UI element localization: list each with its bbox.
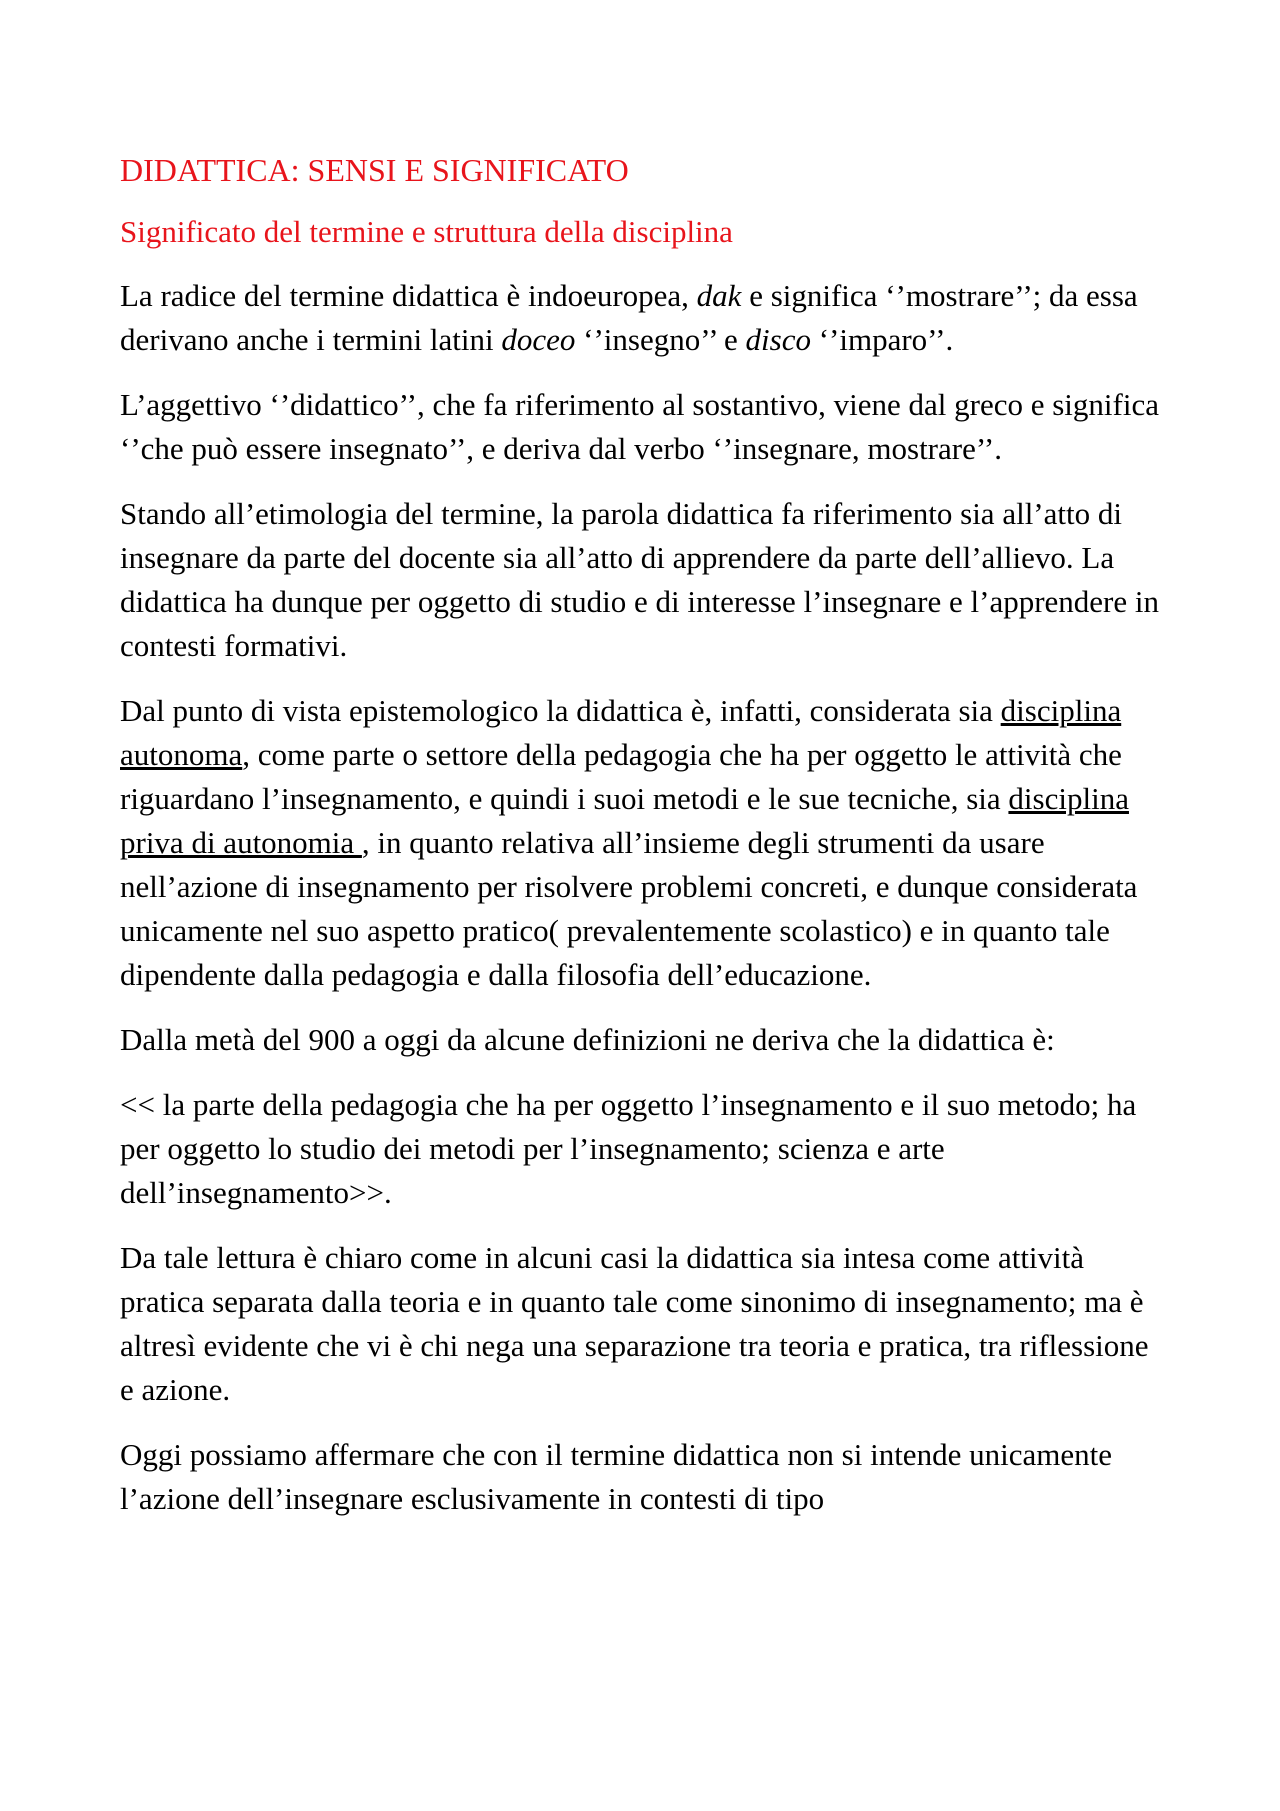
document-page (120, 150, 1170, 1542)
italic-term-doceo: doceo (501, 322, 576, 357)
document-subtitle: Significato del termine e struttura della disciplina (120, 214, 733, 249)
paragraph-etymology (120, 274, 1170, 362)
paragraph-text: Dal punto di vista epistemologico la didattica è, infatti, considerata sia (120, 693, 1001, 728)
paragraph-text: ‘’imparo’’. (810, 322, 954, 357)
paragraph-text: ‘’insegno’’ e (575, 322, 746, 357)
paragraph-adjective: L’aggettivo ‘’didattico’’, che fa riferimento al sostantivo, viene dal greco e significa ‘’che può essere insegnato’’, e deriva dal verbo ‘’insegnare, mostrare’’. (120, 387, 1159, 466)
paragraph-today: Oggi possiamo affermare che con il termine didattica non si intende unicamente l’azione dell’insegnare esclusivamente in contesti di tipo (120, 1437, 1112, 1516)
document-title: DIDATTICA: SENSI E SIGNIFICATO (120, 152, 629, 188)
paragraph-text: , come parte o settore della pedagogia che ha per oggetto le attività che riguardano l’insegnamento, e quindi i suoi metodi e le sue tecniche, sia (120, 737, 1122, 816)
paragraph-text: e significa ‘’mostrare’’; da essa derivano anche i termini latini (120, 278, 1138, 357)
paragraph-epistemology (120, 689, 1170, 997)
paragraph-definition-quote: << la parte della pedagogia che ha per oggetto l’insegnamento e il suo metodo; ha per oggetto lo studio dei metodi per l’insegnamento; scienza e arte dell’insegnamento>>. (120, 1087, 1137, 1210)
paragraph-text: , in quanto relativa all’insieme degli strumenti da usare nell’azione di insegnamento per risolvere problemi concreti, e dunque considerata unicamente nel suo aspetto pratico( prevalentemente scolastico) e in quanto tale dipendente dalla pedagogia e dalla filosofia dell’educazione. (120, 825, 1138, 992)
underlined-term-autonoma: disciplina autonoma (120, 693, 1122, 772)
paragraph-reading: Da tale lettura è chiaro come in alcuni casi la didattica sia intesa come attività pratica separata dalla teoria e in quanto tale come sinonimo di insegnamento; ma è altresì evidente che vi è chi nega una separazione tra teoria e pratica, tra riflessione e azione. (120, 1240, 1149, 1407)
paragraph-etymology-meaning: Stando all’etimologia del termine, la parola didattica fa riferimento sia all’atto di insegnare da parte del docente sia all’atto di apprendere da parte dell’allievo. La didattica ha dunque per oggetto di studio e di interesse l’insegnare e l’apprendere in contesti formativi. (120, 496, 1159, 663)
paragraph-text: La radice del termine didattica è indoeuropea, (120, 278, 697, 313)
italic-term-disco: disco (745, 322, 811, 357)
paragraph-definitions-intro: Dalla metà del 900 a oggi da alcune definizioni ne deriva che la didattica è: (120, 1022, 1055, 1057)
italic-term-dak: dak (696, 278, 742, 313)
underlined-term-priva-di-autonomia: disciplina priva di autonomia (120, 781, 1129, 860)
